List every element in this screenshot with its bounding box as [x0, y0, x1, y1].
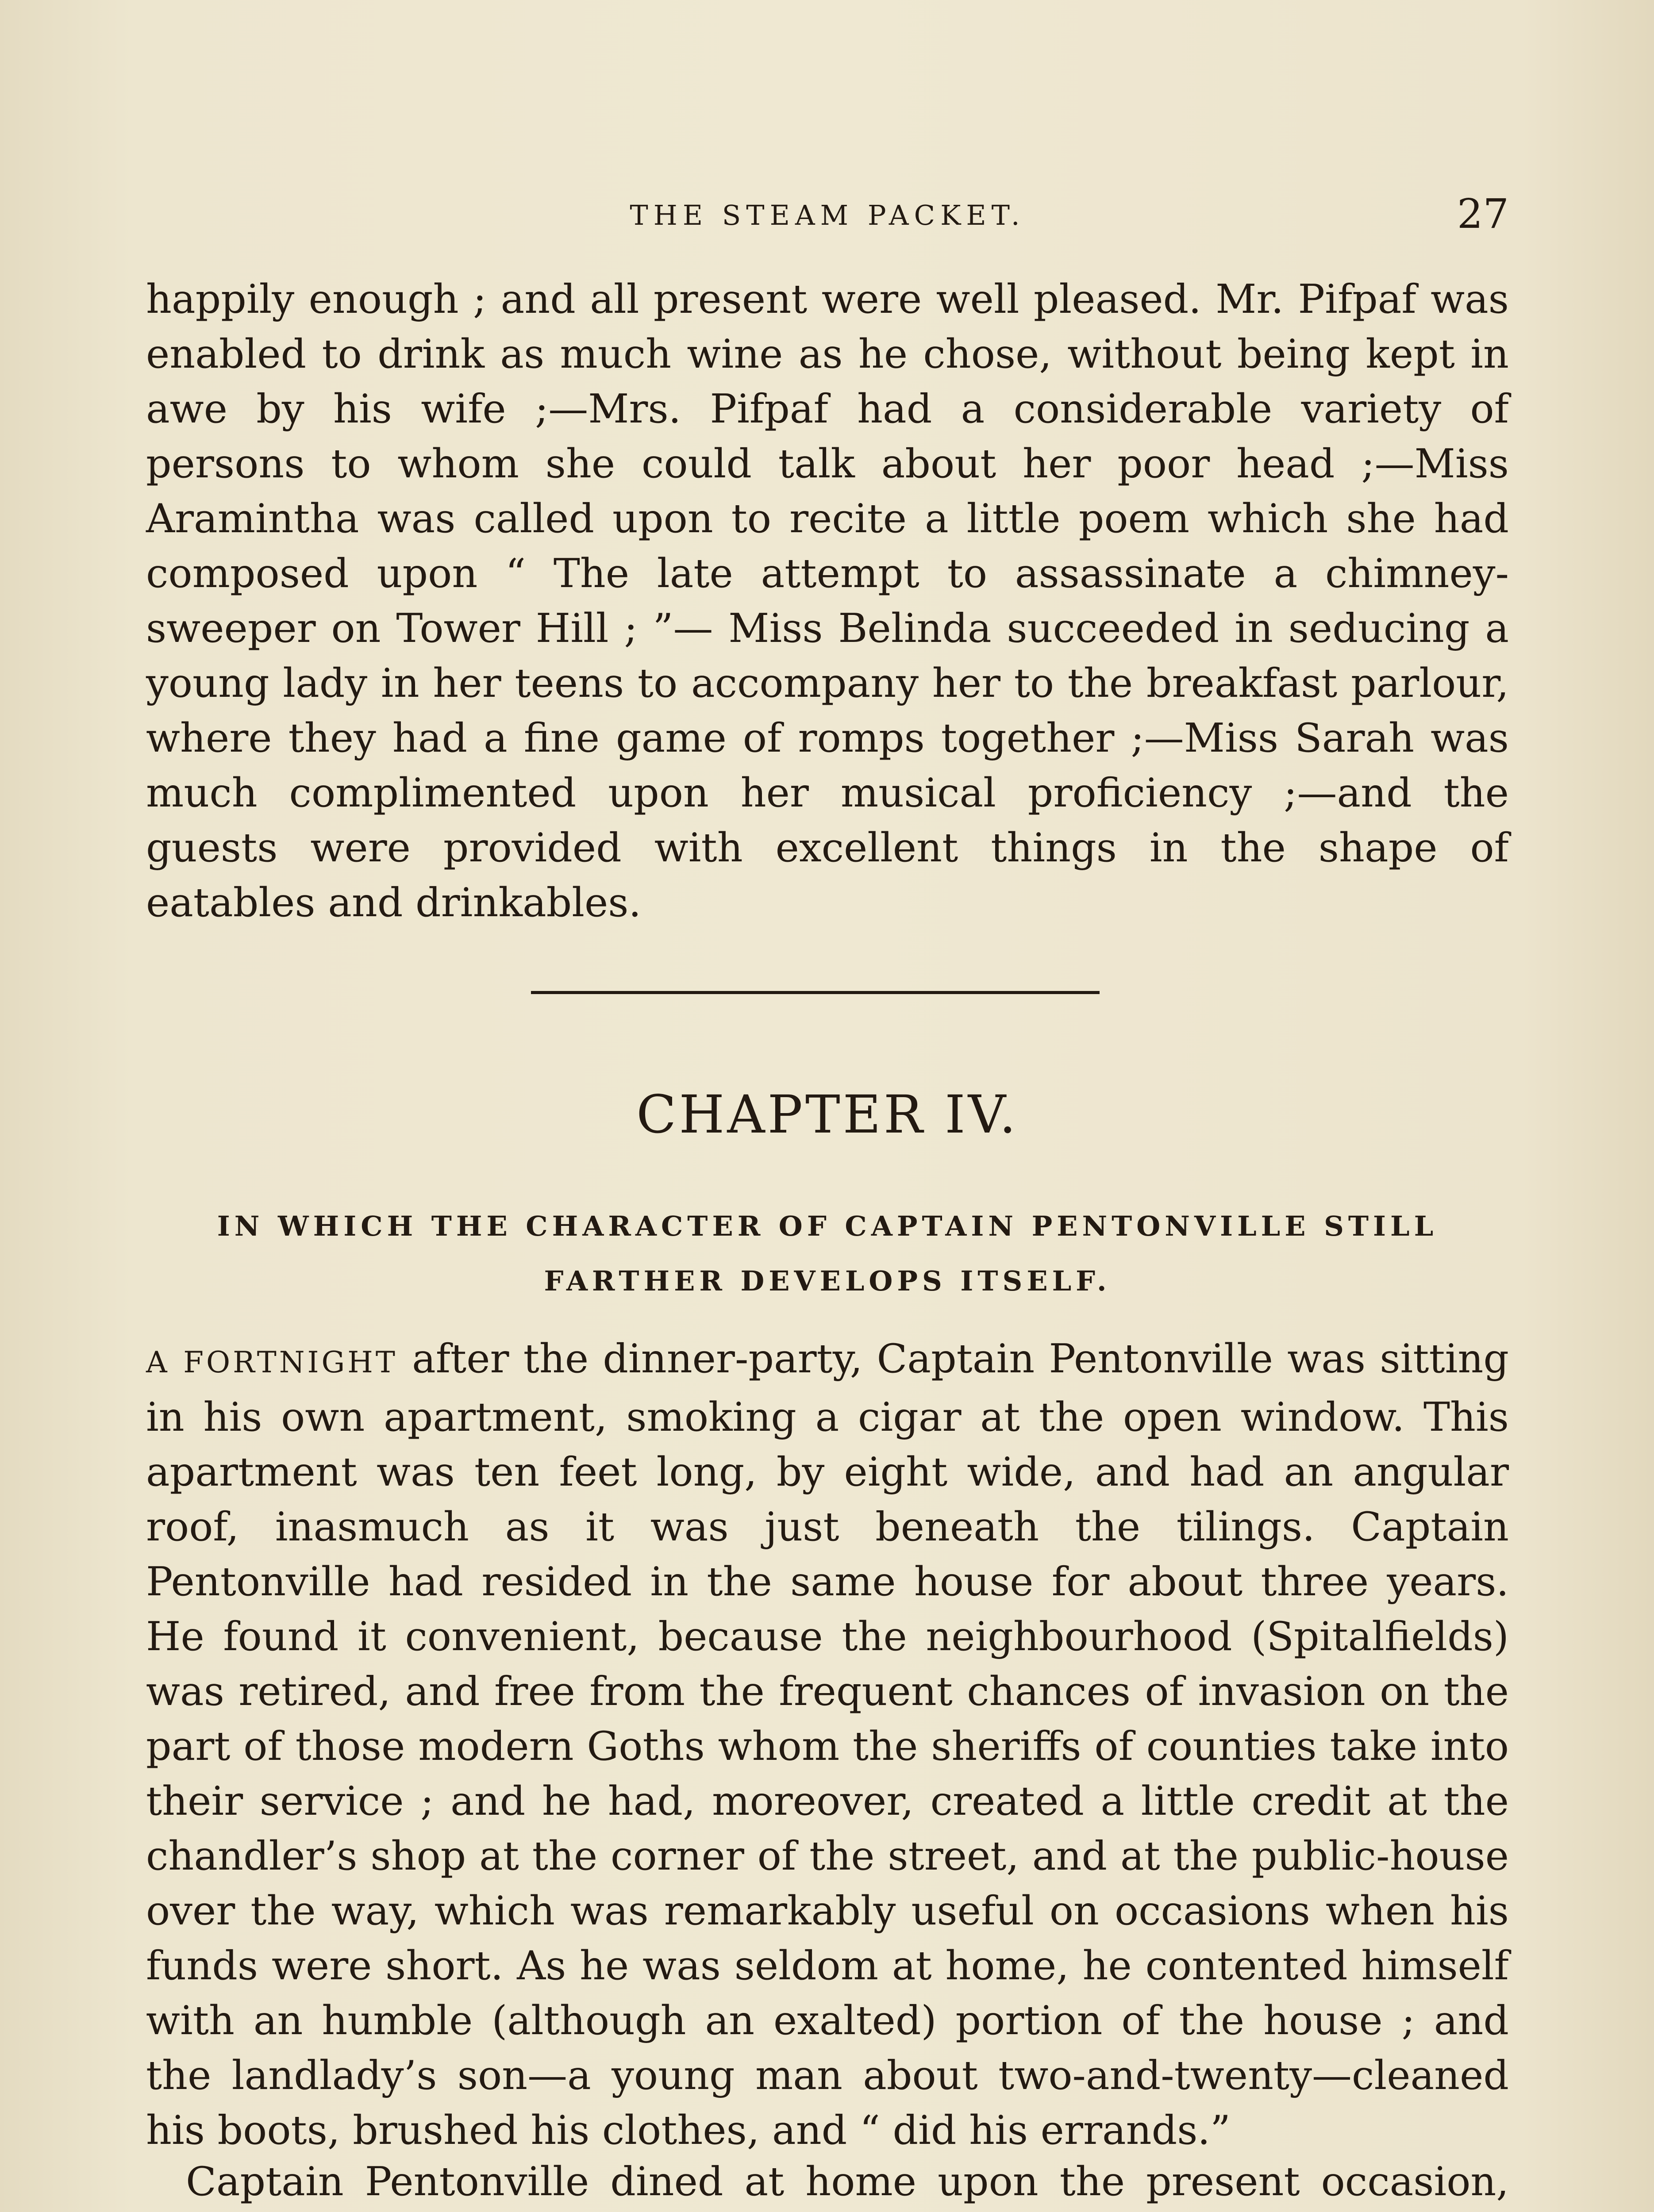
page-header — [146, 190, 1509, 248]
chapter-paragraph-1 — [146, 1332, 1509, 2158]
chapter-paragraph-2: Captain Pentonville dined at home upon the present occasion, — [186, 2158, 1509, 2205]
section-divider-rule — [531, 991, 1100, 994]
chapter-heading: CHAPTER IV. — [636, 1084, 1019, 1145]
running-head: THE STEAM PACKET. — [630, 199, 1025, 231]
paragraph-1-text: after the dinner-party, Captain Pentonville was sitting in his own apartment, smoking a cigar at the open window. This apartment was ten feet long, by eight wide, and had an angular roof, inasmuch as it was just beneath the tilings. Captain Pentonville had resided in the same house for about three years. He found it convenient, because the neighbourhood (Spitalfields) was retired, and free from the frequent chances of invasion on the part of those modern Goths whom the sheriffs of counties take into their service ; and he had, moreover, created a little credit at the chandler’s shop at the corner of the street, and at the public-house over the way, which was remarkably useful on occasions when his funds were short. As he was seldom at home, he contented himself with an humble (although an exalted) portion of the house ; and the landlady’s son—a young man about two-and-twenty—cleaned his boots, brushed his clothes, and “ did his errands.” — [146, 1336, 1509, 2154]
page-number: 27 — [1457, 190, 1509, 238]
opening-small-caps: A FORTNIGHT — [146, 1345, 398, 1379]
chapter-subtitle: IN WHICH THE CHARACTER OF CAPTAIN PENTONVILLE STILL FARTHER DEVELOPS ITSELF. — [217, 1210, 1438, 1297]
continued-paragraph: happily enough ; and all present were well pleased. Mr. Pifpaf was enabled to drink as much wine as he chose, without being kept in awe by his wife ;—Mrs. Pifpaf had a considerable variety of persons to whom she could talk about her poor head ;—Miss Aramintha was called upon to recite a little poem which she had composed upon “ The late attempt to assassinate a chimney-sweeper on Tower Hill ; ”— Miss Belinda succeeded in seducing a young lady in her teens to accompany her to the breakfast parlour, where they had a fine game of romps together ;—Miss Sarah was much complimented upon her musical proficiency ;—and the guests were provided with excellent things in the shape of eatables and drinkables. — [146, 276, 1509, 926]
